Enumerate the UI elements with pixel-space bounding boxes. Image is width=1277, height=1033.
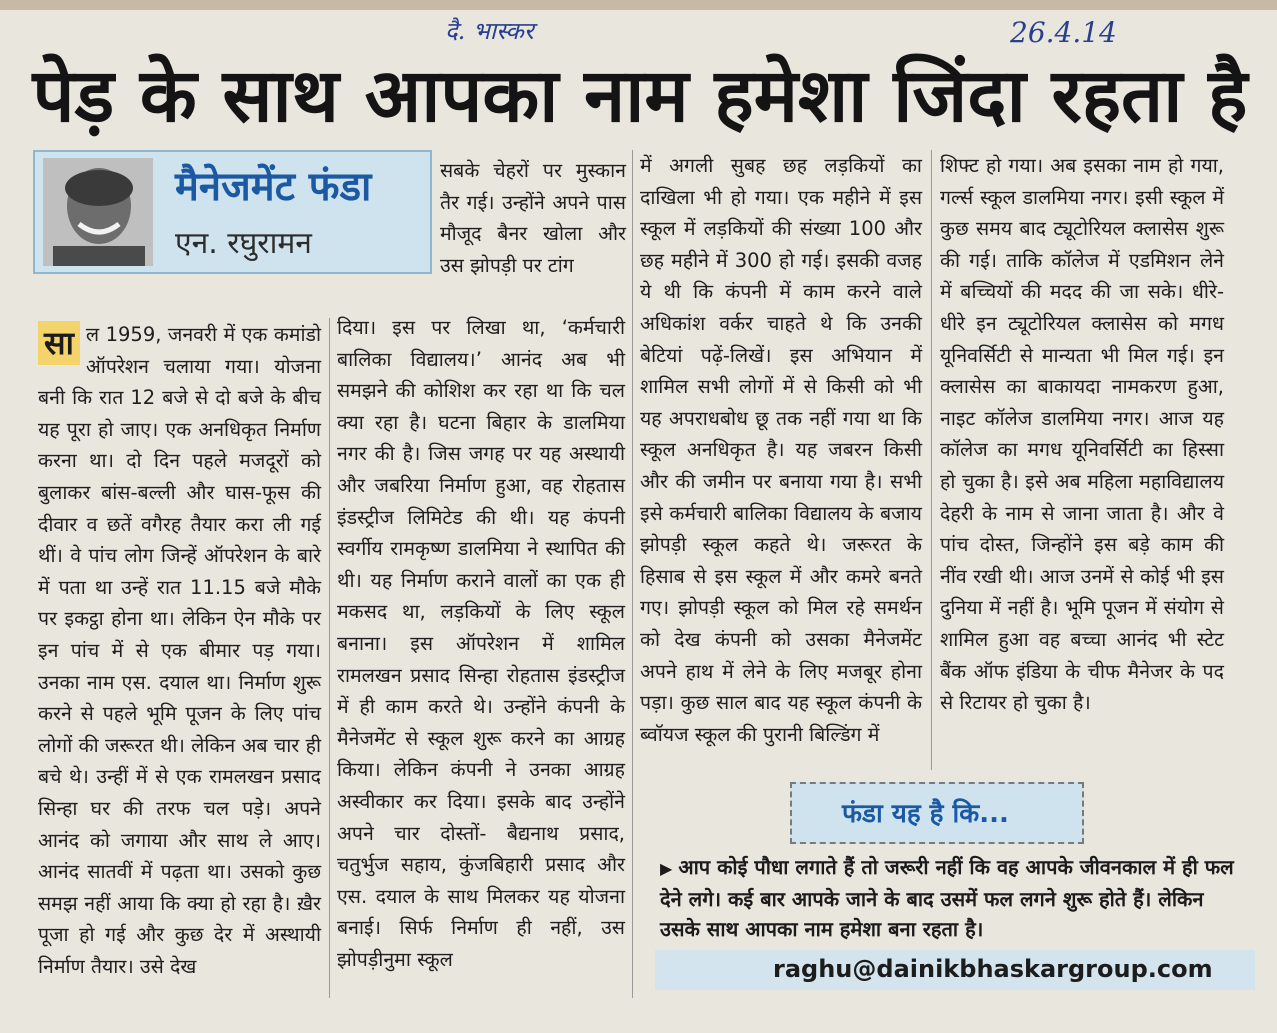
top-decorative-strip [0,0,1277,10]
funda-text-block [660,852,1240,944]
drop-cap: सा [38,321,80,365]
article-text: शिफ्ट हो गया। अब इसका नाम हो गया, गर्ल्स स्कूल डालमिया नगर। इसी स्कूल में कुछ समय बाद ट्यूटोरियल क्लासेस शुरू की गई। ताकि कॉलेज में एडमिशन लेने में बच्चियों की मदद की जा सके। धीरे-धीरे इन ट्यूटोरियल क्लासेस को मगध यूनिवर्सिटी से मान्यता भी मिल गई। इन क्लासेस का बाकायदा नामकरण हुआ, नाइट कॉलेज डालमिया नगर। आज यह कॉलेज का मगध यूनिवर्सिटी का हिस्सा हो चुका है। इसे अब महिला महाविद्यालय देहरी के नाम से जाना जाता है। और वे पांच दोस्त, जिन्होंने इस बड़े काम की नींव रखी थी। आज उनमें से कोई भी इस दुनिया में नहीं है। भूमि पूजन में संयोग से शामिल हुआ वह बच्चा आनंद भी स्टेट बैंक ऑफ इंडिया के चीफ मैनेजर के पद से रिटायर हो चुका है। [940,154,1224,715]
author-name: एन. रघुरामन [175,226,312,261]
column-divider [632,150,633,998]
article-column-4 [940,150,1224,719]
article-text: दिया। इस पर लिखा था, ‘कर्मचारी बालिका विद्यालय।’ आनंद अब भी समझने की कोशिश कर रहा था कि चल क्या रहा है। घटना बिहार के डालमिया नगर की है। जिस जगह पर यह अस्थायी और जबरिया निर्माण हुआ, वह रोहतास इंडस्ट्रीज लिमिटेड की थी। यह कंपनी स्वर्गीय रामकृष्ण डालमिया ने स्थापित की थी। यह निर्माण कराने वालों का एक ही मकसद था, लड़कियों के लिए स्कूल बनाना। इस ऑपरेशन में शामिल रामलखन प्रसाद सिन्हा रोहतास इंडस्ट्रीज में ही काम करते थे। उन्होंने कंपनी के मैनेजमेंट से स्कूल शुरू करने का आग्रह किया। लेकिन कंपनी ने उनका आग्रह अस्वीकार कर दिया। इसके बाद उन्होंने अपने चार दोस्तों- बैद्यनाथ प्रसाद, चतुर्भुज सहाय, कुंजबिहारी प्रसाद और एस. दयाल के साथ मिलकर यह योजना बनाई। सिर्फ निर्माण ही नहीं, उस झोपड़ीनुमा स्कूल [337,316,625,971]
column-divider [931,150,932,770]
triangle-bullet-icon: ▶ [660,859,673,878]
author-email: raghu@dainikbhaskargroup.com [773,955,1213,983]
article-text: ल 1959, जनवरी में एक कमांडो ऑपरेशन चलाया गया। योजना बनी कि रात 12 बजे से दो बजे के बीच यह पूरा हो जाए। एक अनधिकृत निर्माण करना था। दो दिन पहले मजदूरों को बुलाकर बांस-बल्ली और घास-फूस की दीवार व छतें वगैरह तैयार करा ली गई थीं। वे पांच लोग जिन्हें ऑपरेशन के बारे में पता था उन्हें रात 11.15 बजे मौके पर इकट्ठा होना था। लेकिन ऐन मौके पर इन पांच में से एक बीमार पड़ गया। उनका नाम एस. दयाल था। निर्माण शुरू करने से पहले भूमि पूजन के लिए पांच लोगों की जरूरत थी। लेकिन अब चार ही बचे थे। उन्हीं में से एक रामलखन प्रसाद सिन्हा घर की तरफ चल पड़े। अपने आनंद को जगाया और साथ ले आए। आनंद सातवीं में पढ़ता था। उसको कुछ समझ नहीं आया कि क्या हो रहा है। ख़ैर पूजा हो गई और कुछ देर में अस्थायी निर्माण तैयार। उसे देख [38,323,321,978]
author-portrait [43,158,153,266]
article-text: में अगली सुबह छह लड़कियों का दाखिला भी हो गया। एक महीने में इस स्कूल में लड़कियों की संख्या 100 और छह महीने में 300 हो गई। इसकी वजह ये थी कि कंपनी में काम करने वाले अधिकांश वर्कर चाहते थे कि उनकी बेटियां पढ़ें-लिखें। इस अभियान में शामिल सभी लोगों में से किसी को भी यह अपराधबोध छू तक नहीं गया था कि स्कूल अनधिकृत है। यह जबरन किसी और की जमीन पर बनाया गया है। सभी इसे कर्मचारी बालिका विद्यालय के बजाय झोपड़ी स्कूल कहते थे। जरूरत के हिसाब से इस स्कूल में और कमरे बनते गए। झोपड़ी स्कूल को मिल रहे समर्थन को देख कंपनी को उसका मैनेजमेंट अपने हाथ में लेने के लिए मजबूर होना पड़ा। कुछ साल बाद यह स्कूल कंपनी के ब्वॉयज स्कूल की पुरानी बिल्डिंग में [640,154,922,746]
funda-text: आप कोई पौधा लगाते हैं तो जरूरी नहीं कि वह आपके जीवनकाल में ही फल देने लगे। कई बार आपके जाने के बाद उसमें फल लगने शुरू होते हैं। लेकिन उसके साथ आपका नाम हमेशा बना रहता है। [660,855,1234,941]
column-divider [329,318,330,998]
email-box [655,950,1255,990]
article-column-2 [337,312,625,975]
handwritten-date: 26.4.14 [1010,16,1117,49]
article-text: सबके चेहरों पर मुस्कान तैर गई। उन्होंने अपने पास मौजूद बैनर खोला और उस झोपड़ी पर टांग [440,159,626,277]
article-column-2-top [440,155,626,281]
article-column-1 [38,319,321,982]
column-byline-box [33,150,432,274]
funda-label: फंडा यह है कि... [842,799,1009,829]
column-name: मैनेजमेंट फंडा [175,164,372,210]
article-column-3 [640,150,922,750]
headline: पेड़ के साथ आपका नाम हमेशा जिंदा रहता है [32,53,1248,139]
funda-label-box [790,782,1084,844]
handwritten-note: दै. भास्कर [445,17,534,45]
